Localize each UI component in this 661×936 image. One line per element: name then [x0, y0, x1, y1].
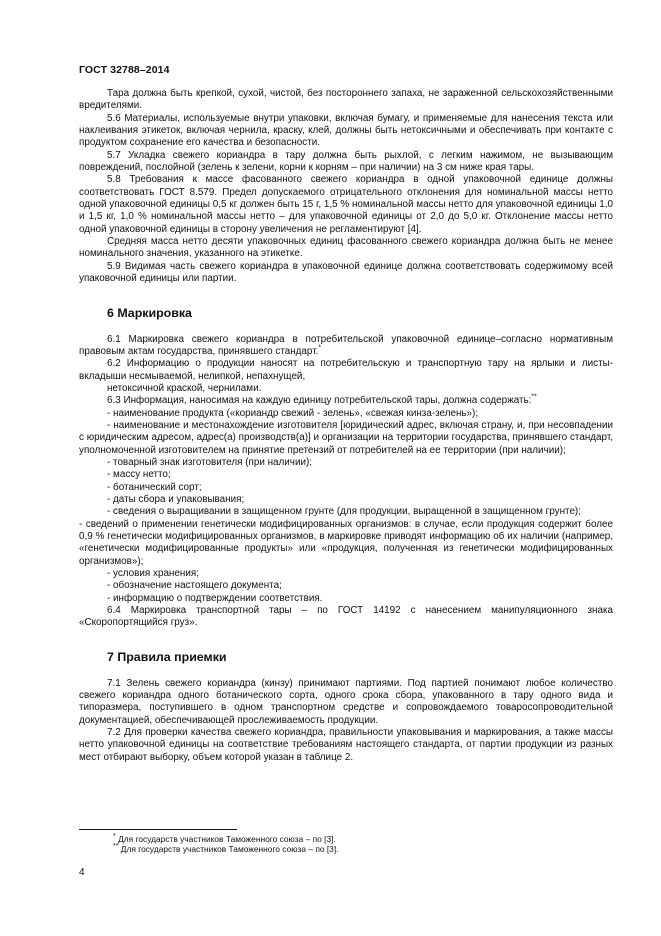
footnote-ref-2: **: [531, 393, 537, 401]
list-item: - массу нетто;: [107, 469, 171, 481]
paragraph-5-8: 5.8 Требования к массе фасованного свежего кориандра в одной упаковочной единице должны соответствовать ГОСТ 8.579. Предел допускаемого отрицательного отклонения для номинальной массы нетто одной упаковочной единицы 0,5 кг должен быть 15 г, 1,5 % номинальной массы нетто для упаковочной единицы 1,0 и 1,5 кг, 1,0 % номинальной массы нетто – для упаковочной единицы от 2,0 до 5,0 кг. Отклонение массы нетто одной упаковочной единицы в сторону увеличения не регламентируют [4].: [79, 174, 613, 235]
footnote-mark: **: [113, 843, 119, 851]
paragraph-6-3: [79, 395, 613, 407]
section-heading-acceptance: 7 Правила приемки: [107, 649, 227, 664]
paragraph-5-7: 5.7 Укладка свежего кориандра в тару должна быть рыхлой, с легким нажимом, не вызывающим повреждений, послойной (зелень к зелени, корни к корням – при наличии) на 3 см ниже края тары.: [79, 149, 613, 174]
paragraph-6-2-cont: нетоксичной краской, чернилами.: [107, 382, 262, 394]
list-item: - сведений о применении генетически модифицированных организмов: в случае, если продукция содержит более 0,9 % генетически модифицированных организмов, в маркировке приводят информацию об их наличии (например, «генетически модифицированные продукты» или «продукция, полученная из генетически модифицированных организмов»);: [79, 518, 613, 567]
list-item: - даты сбора и упаковывания;: [107, 493, 245, 505]
footnote-separator: [79, 829, 237, 830]
paragraph-6-3-text: 6.3 Информация, наносимая на каждую единицу потребительской тары, должна содержать:: [107, 395, 532, 407]
page-number: 4: [79, 867, 85, 878]
list-item: - товарный знак изготовителя (при наличии);: [107, 456, 313, 468]
paragraph-7-2: 7.2 Для проверки качества свежего кориандра, правильности упаковывания и маркирования, а также массы нетто упаковочной единицы на соответствие требованиям настоящего стандарта, от партии продукции из разных мест отбирают выборку, объем которой указан в таблице 2.: [79, 727, 613, 763]
list-item: - наименование продукта («кориандр свежий - зелень», «свежая кинза-зелень»);: [107, 407, 479, 419]
footnote-mark: *: [113, 833, 116, 841]
list-item: - наименование и местонахождение изготовителя [юридический адрес, включая страну, и, при несовпадении с юридическим адресом, адрес(а) производств(а)] и организации на территории государства, принявшего стандарт, уполномоченной изготовителем на принятие претензий от потребителей на ее территории (при наличии);: [79, 419, 613, 456]
paragraph-5-9: 5.9 Видимая часть свежего кориандра в упаковочной единице должна соответствовать содержимому всей упаковочной единицы или партии.: [79, 260, 613, 285]
paragraph-6-1-text: 6.1 Маркировка свежего кориандра в потребительской упаковочной единице–согласно нормативным правовым актам государства, принявшего стандарт.: [79, 333, 613, 357]
list-item: - условия хранения;: [107, 568, 199, 580]
footnote-text: Для государств участников Таможенного союза – по [3].: [118, 834, 336, 844]
page-body: [79, 88, 613, 764]
paragraph-6-1: [79, 334, 613, 359]
paragraph-6-2: 6.2 Информацию о продукции наносят на потребительскую и транспортную тару на ярлыки и листы-вкладыши несмываемой, нелипкой, непахнущей,: [79, 358, 613, 382]
list-item: - обозначение настоящего документа;: [107, 580, 282, 592]
paragraph-6-4: 6.4 Маркировка транспортной тары – по ГОСТ 14192 с нанесением манипуляционного знака «Скоропортящийся груз».: [79, 605, 613, 629]
footnote-text: Для государств участников Таможенного союза – по [3].: [120, 844, 339, 854]
paragraph-7-1: 7.1 Зелень свежего кориандра (кинзу) принимают партиями. Под партией понимают любое количество свежего кориандра одного ботанического сорта, одного срока сбора, упакованного в тару одного вида и типоразмера, поступившего в одном транспортном средстве и сопровождаемого товаросопроводительной документацией, обеспечивающей прослеживаемость продукции.: [79, 677, 613, 726]
list-item: - информацию о подтверждении соответствия.: [107, 592, 323, 604]
paragraph-5-6: 5.6 Материалы, используемые внутри упаковки, включая бумагу, и применяемые для нанесения текста или наклеивания этикеток, включая чернила, краску, клей, должны быть нетоксичными и обеспечивать при контакте с продуктом сохранение его качества и безопасности.: [79, 112, 613, 149]
section-heading-marking: 6 Маркировка: [107, 305, 192, 320]
footnote-ref-1: *: [318, 344, 322, 352]
footnote: [79, 844, 613, 854]
paragraph-5-8-avg: Средняя масса нетто десяти упаковочных единиц фасованного свежего кориандра должна быть не менее номинального значения, указанного на этикетке.: [79, 236, 613, 260]
paragraph-5-5: Тара должна быть крепкой, сухой, чистой, без постороннего запаха, не зараженной сельскохозяйственными вредителями.: [79, 88, 613, 112]
document-header: ГОСТ 32788–2014: [79, 64, 170, 76]
list-item: - сведения о выращивании в защищенном грунте (для продукции, выращенной в защищенном грунте);: [107, 506, 581, 518]
footnote: [79, 834, 613, 844]
footnotes: [79, 834, 613, 854]
list-item: - ботанический сорт;: [107, 481, 202, 493]
